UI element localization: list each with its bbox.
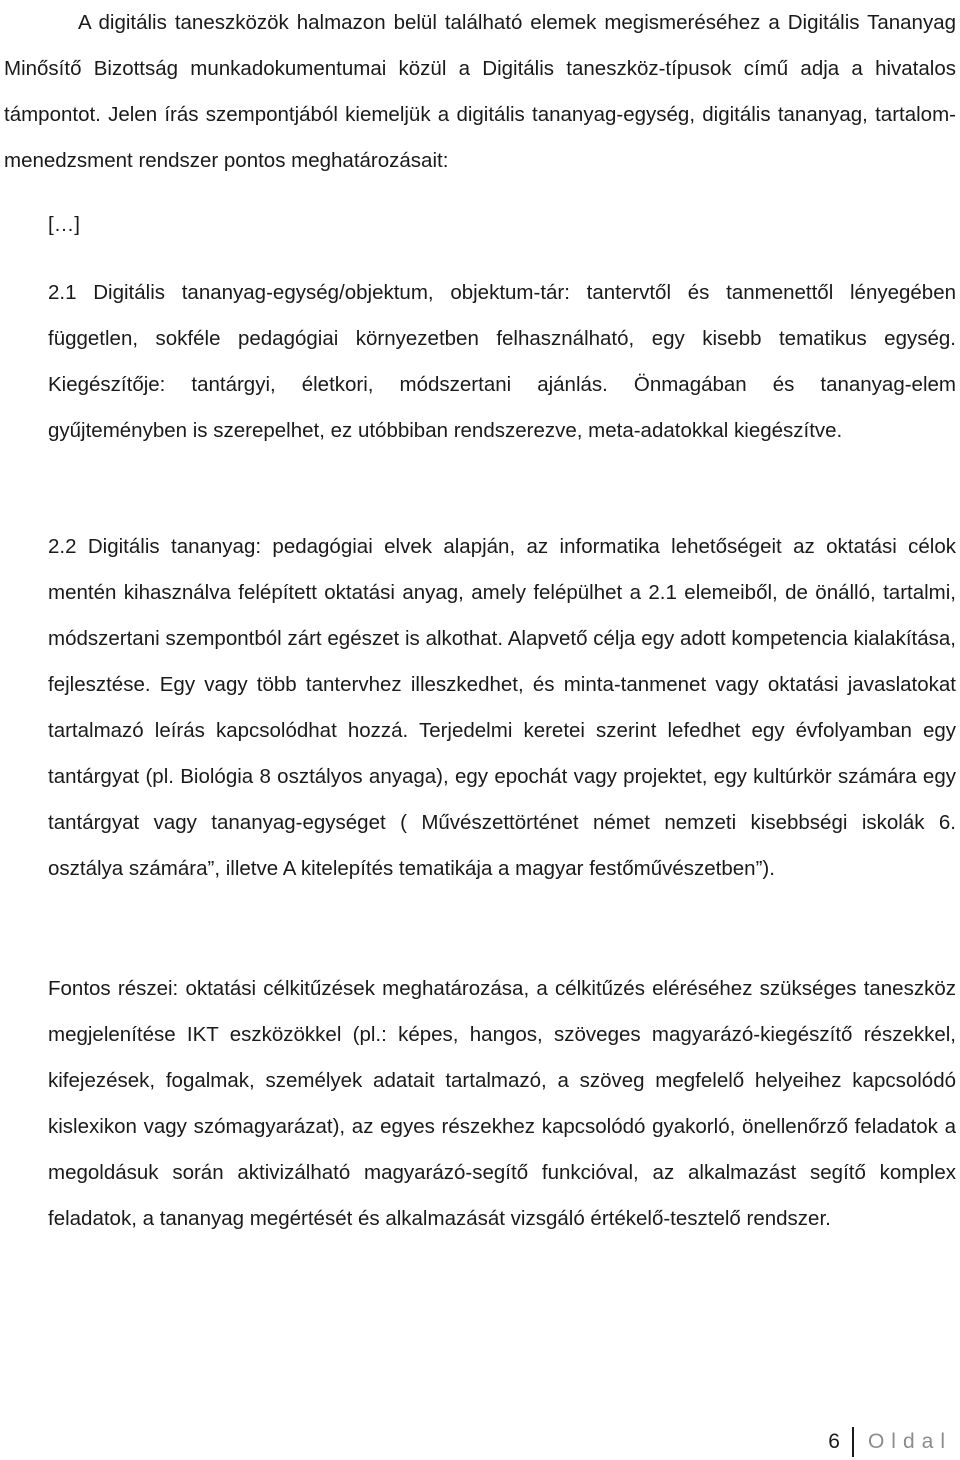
intro-paragraph: A digitális taneszközök halmazon belül található elemek megismeréséhez a Digitális Tananyag Minősítő Bizottság munkadokumentumai közül a Digitális taneszköz-típusok című adja a hivatalos támpontot. Jelen írás szempontjából kiemeljük a digitális tananyag-egység, digitális tananyag, tartalom-menedzsment rendszer pontos meghatározásait: [4,11,956,172]
page-footer [828,1424,952,1460]
page-label: Oldal [867,1430,952,1453]
page-number: 6 [828,1430,840,1453]
fontos-reszei-paragraph: Fontos részei: oktatási célkitűzések meghatározása, a célkitűzés eléréséhez szükséges taneszköz megjelenítése IKT eszközökkel (pl.: képes, hangos, szöveges magyarázó-kiegészítő részekkel, kifejezések, fogalmak, személyek adatait tartalmazó, a szöveg megfelelő helyeihez kapcsolódó kislexikon vagy szómagyarázat), az egyes részekhez kapcsolódó gyakorló, önellenőrző feladatok a megoldásuk során aktivizálható magyarázó-segítő funkcióval, az alkalmazást segítő komplex feladatok, a tananyag megértését és alkalmazását vizsgáló értékelő-tesztelő rendszer. [48,977,956,1230]
omission-marker: […] [48,213,80,236]
section-2-2-paragraph: 2.2 Digitális tananyag: pedagógiai elvek alapján, az informatika lehetőségeit az oktatási célok mentén kihasználva felépített oktatási anyag, amely felépülhet a 2.1 elemeiből, de önálló, tartalmi, módszertani szempontból zárt egészet is alkothat. Alapvető célja egy adott kompetencia kialakítása, fejlesztése. Egy vagy több tantervhez illeszkedhet, és minta-tanmenet vagy oktatási javaslatokat tartalmazó leírás kapcsolódhat hozzá. Terjedelmi keretei szerint lefedhet egy évfolyamban egy tantárgyat (pl. Biológia 8 osztályos anyaga), egy epochát vagy projektet, egy kultúrkör számára egy tantárgyat vagy tananyag-egységet ( Művészettörténet német nemzeti kisebbségi iskolák 6. osztálya számára”, illetve A kitelepítés tematikája a magyar festőművészetben”). [48,535,956,880]
section-2-1-paragraph: 2.1 Digitális tananyag-egység/objektum, objektum-tár: tantervtől és tanmenettől lényegében független, sokféle pedagógiai környezetben felhasználható, egy kisebb tematikus egység. Kiegészítője: tantárgyi, életkori, módszertani ajánlás. Önmagában és tananyag-elem gyűjteményben is szerepelhet, ez utóbbiban rendszerezve, meta-adatokkal kiegészítve. [48,281,956,442]
footer-divider [852,1427,854,1457]
